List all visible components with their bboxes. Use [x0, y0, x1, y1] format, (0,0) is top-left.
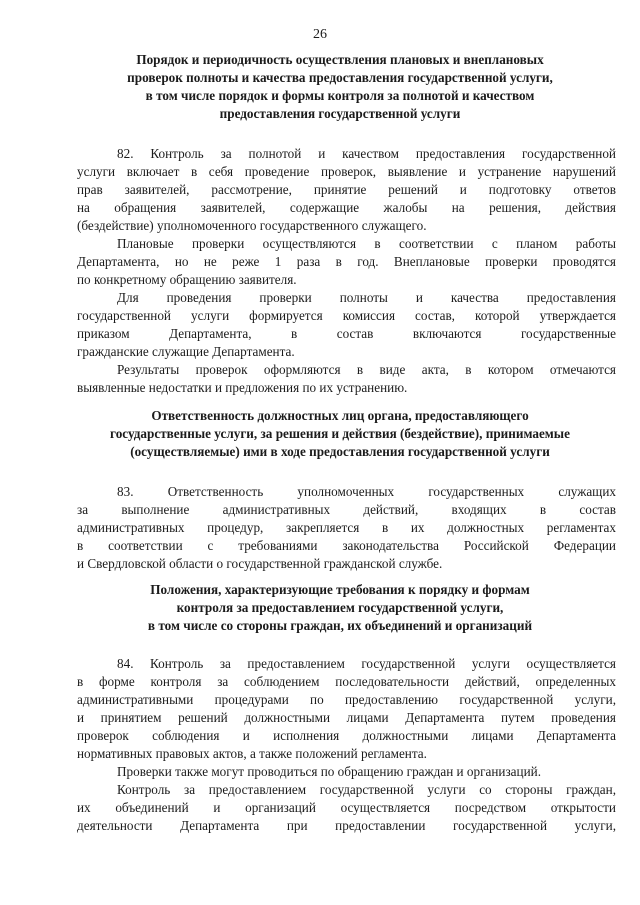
heading-line: проверок полноты и качества предоставления государственной услуги, — [127, 70, 553, 85]
text-line: проверок соблюдения и исполнения должностными лицами Департамента — [77, 728, 616, 743]
paragraph-scheduled-checks — [77, 235, 616, 289]
text-line: нормативных правовых актов, а также положений регламента. — [77, 746, 427, 761]
text-line: Для проведения проверки полноты и качества предоставления — [117, 290, 616, 305]
section-heading-responsibility — [70, 407, 610, 461]
heading-line: (осуществляемые) ими в ходе предоставления государственной услуги — [130, 444, 550, 459]
text-line: 83. Ответственность уполномоченных государственных служащих — [117, 484, 616, 499]
text-line: и принятием решений должностными лицами Департамента путем проведения — [77, 710, 616, 725]
text-line: Проверки также могут проводиться по обращению граждан и организаций. — [117, 764, 542, 779]
text-line: услуги включает в себя проведение проверок, выявление и устранение нарушений — [77, 164, 616, 179]
section-heading-control-procedure — [70, 51, 610, 123]
paragraph-commission — [77, 289, 616, 361]
text-line: в форме контроля за соблюдением последовательности действий, определенных — [77, 674, 616, 689]
text-line: прав заявителей, рассмотрение, принятие решений и подготовку ответов — [77, 182, 616, 197]
text-line: их объединений и организаций осуществляется посредством открытости — [77, 800, 616, 815]
text-line: административными процедурами по предоставлению государственной услуги, — [77, 692, 616, 707]
text-line: по конкретному обращению заявителя. — [77, 272, 297, 287]
section-heading-control-requirements — [70, 581, 610, 635]
text-line: Плановые проверки осуществляются в соответствии с планом работы — [117, 236, 616, 251]
paragraph-84 — [77, 655, 616, 763]
text-line: Результаты проверок оформляются в виде акта, в котором отмечаются — [117, 362, 616, 377]
text-line: гражданские служащие Департамента. — [77, 344, 295, 359]
paragraph-public-control — [77, 781, 616, 835]
text-line: в соответствии с требованиями законодательства Российской Федерации — [77, 538, 616, 553]
paragraph-results — [77, 361, 616, 397]
page-number: 26 — [313, 27, 327, 42]
heading-line: государственные услуги, за решения и действия (бездействие), принимаемые — [110, 426, 570, 441]
heading-line: Положения, характеризующие требования к порядку и формам — [150, 582, 530, 597]
text-line: Контроль за предоставлением государственной услуги со стороны граждан, — [117, 782, 616, 797]
paragraph-83 — [77, 483, 616, 573]
text-line: на обращения заявителей, содержащие жалобы на решения, действия — [77, 200, 616, 215]
text-line: деятельности Департамента при предоставлении государственной услуги, — [77, 818, 616, 833]
paragraph-citizen-checks — [77, 763, 616, 781]
text-line: и Свердловской области о государственной гражданской службе. — [77, 556, 443, 571]
text-line: приказом Департамента, в состав включаются государственные — [77, 326, 616, 341]
heading-line: Ответственность должностных лиц органа, предоставляющего — [151, 408, 529, 423]
text-line: за выполнение административных действий, входящих в состав — [77, 502, 616, 517]
text-line: (бездействие) уполномоченного государственного служащего. — [77, 218, 427, 233]
text-line: 84. Контроль за предоставлением государственной услуги осуществляется — [117, 656, 616, 671]
text-line: государственной услуги формируется комиссия состав, которой утверждается — [77, 308, 616, 323]
heading-line: Порядок и периодичность осуществления плановых и внеплановых — [136, 52, 544, 67]
heading-line: предоставления государственной услуги — [219, 106, 461, 121]
text-line: 82. Контроль за полнотой и качеством предоставления государственной — [117, 146, 616, 161]
heading-line: в том числе со стороны граждан, их объединений и организаций — [147, 618, 533, 633]
paragraph-82 — [77, 145, 616, 235]
text-line: административных процедур, закрепляется в их должностных регламентах — [77, 520, 616, 535]
text-line: Департамента, но не реже 1 раза в год. Внеплановые проверки проводятся — [77, 254, 616, 269]
heading-line: контроля за предоставлением государственной услуги, — [176, 600, 504, 615]
text-line: выявленные недостатки и предложения по их устранению. — [77, 380, 408, 395]
heading-line: в том числе порядок и формы контроля за полнотой и качеством — [145, 88, 535, 103]
